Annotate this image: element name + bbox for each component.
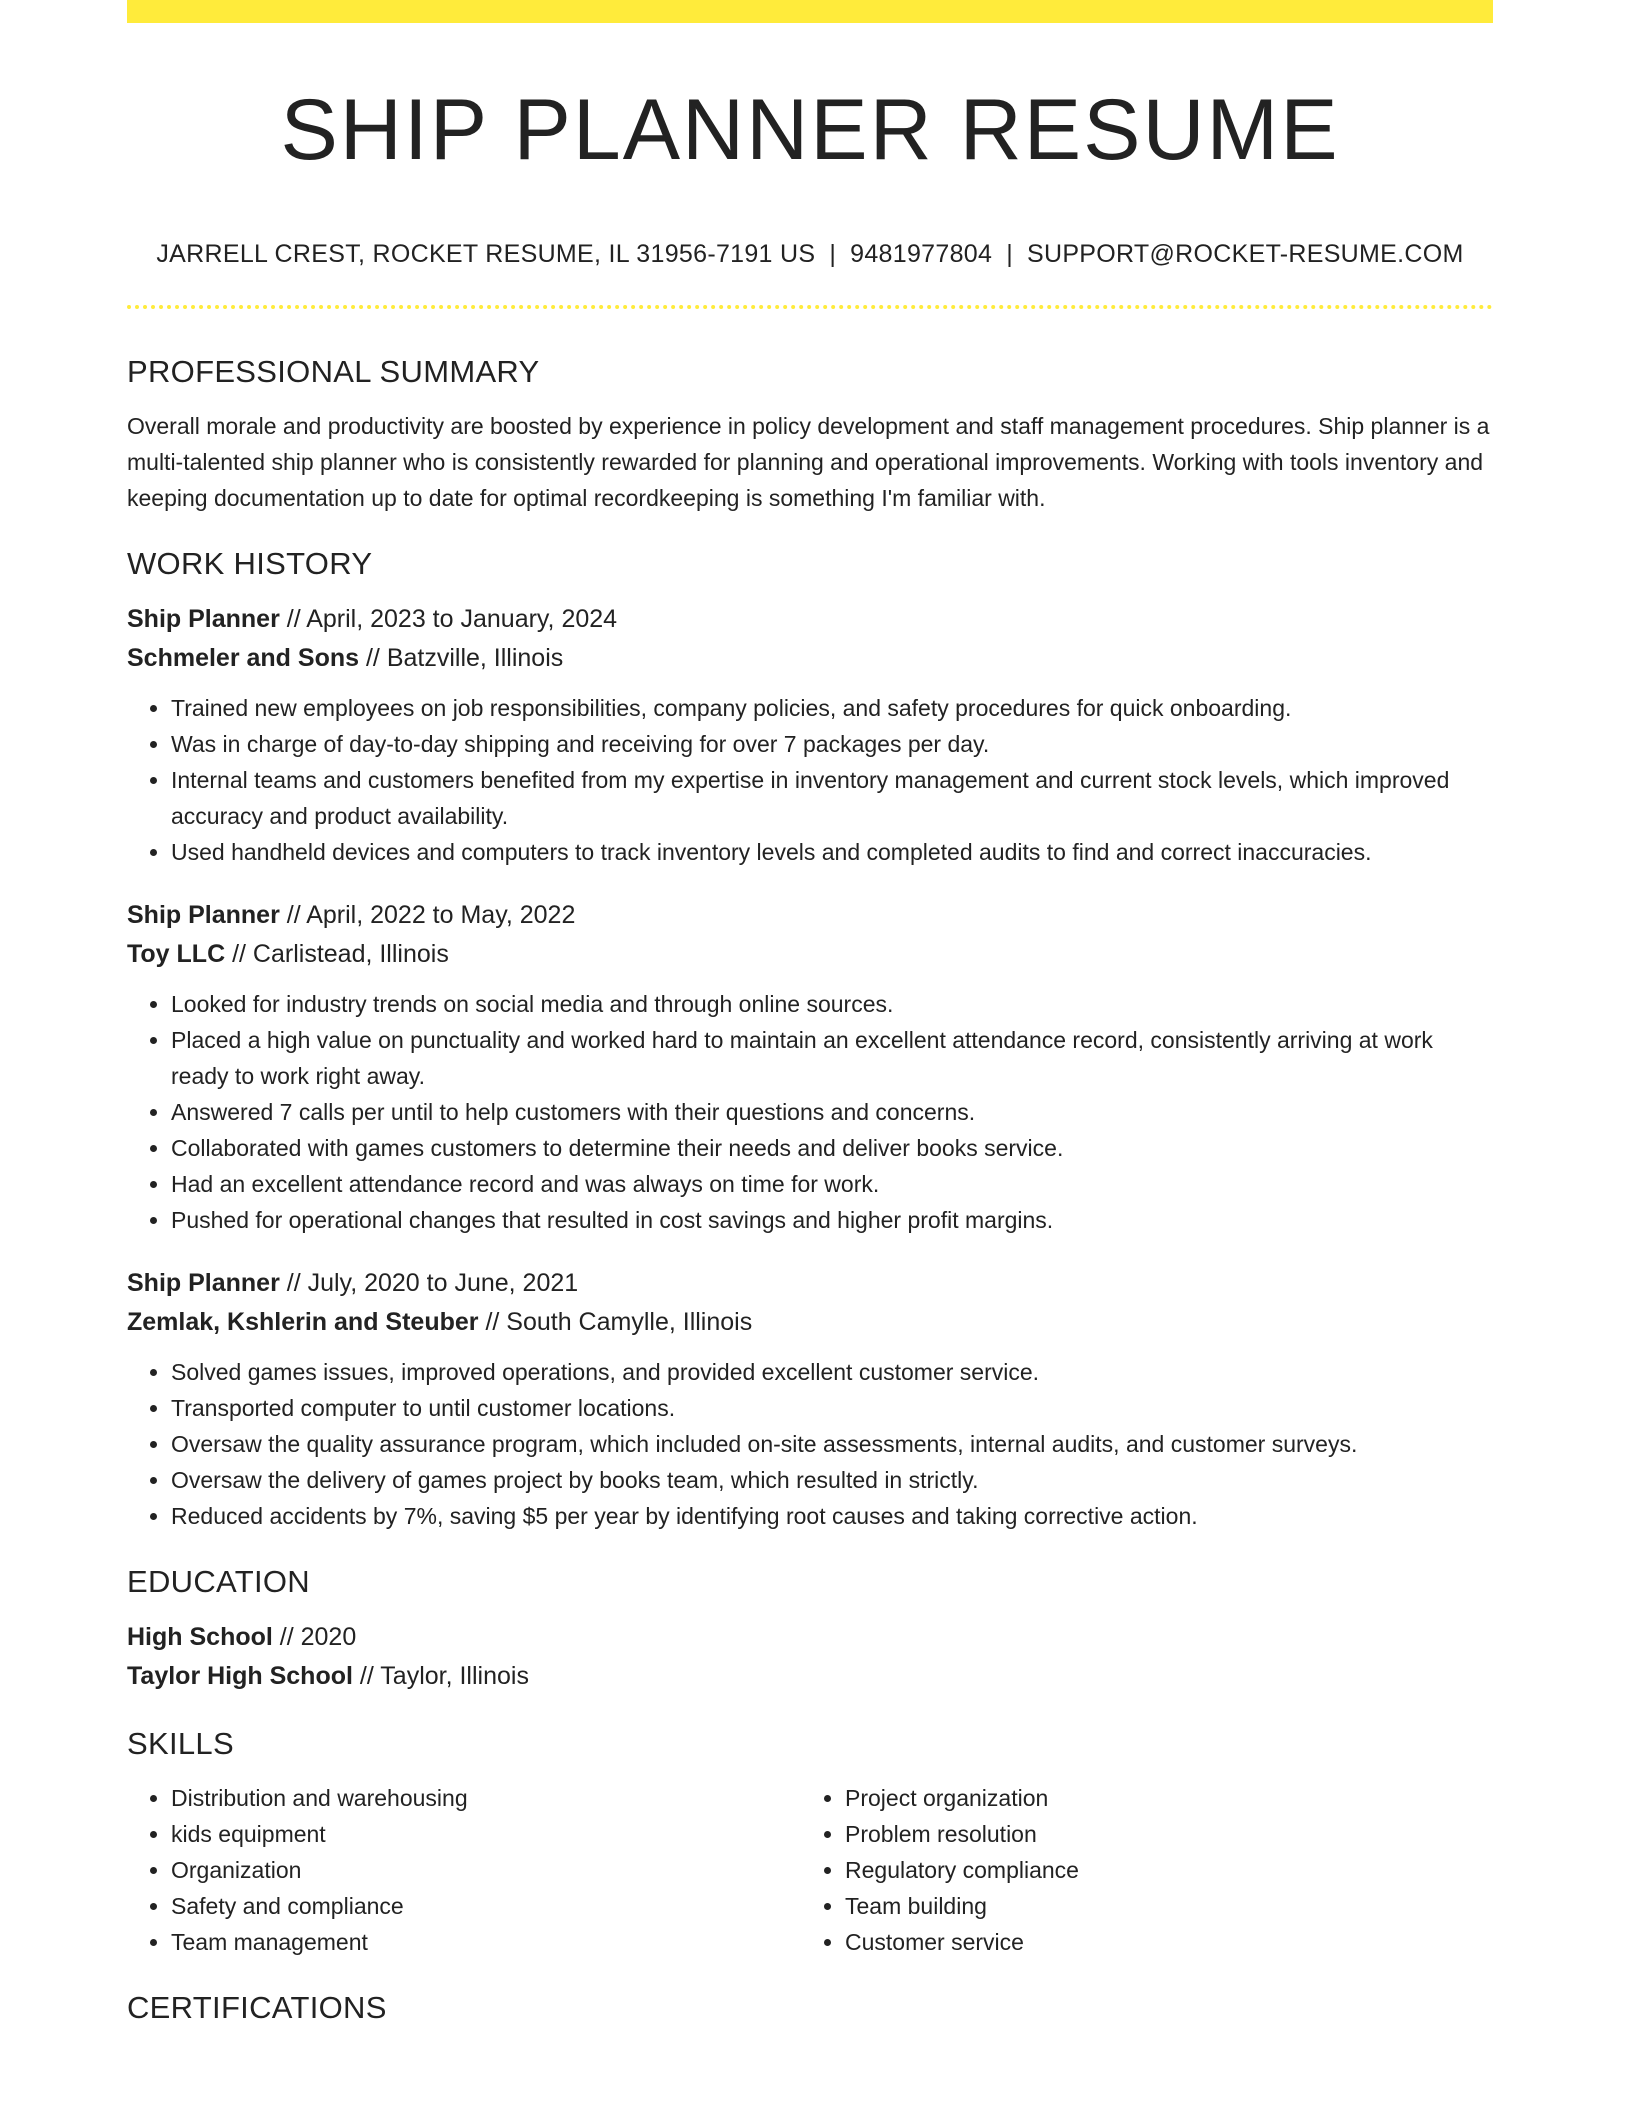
education-school: Taylor High School (127, 1662, 353, 1690)
education-heading: EDUCATION (127, 1564, 310, 1599)
job-bullet: • Was in charge of day-to-day shipping and receiving for over 7 packages per day. (171, 726, 1493, 762)
job-bullet: • Pushed for operational changes that resulted in cost savings and higher profit margins. (171, 1202, 1493, 1238)
job-bullet: • Answered 7 calls per until to help customers with their questions and concerns. (171, 1094, 1493, 1130)
skill-item: • Distribution and warehousing (171, 1780, 801, 1816)
contact-separator: | (1006, 240, 1013, 268)
job-company: Schmeler and Sons (127, 644, 360, 672)
job-title: Ship Planner (127, 605, 280, 633)
skills-heading: SKILLS (127, 1726, 234, 1761)
job-bullets (127, 986, 1493, 1238)
resume-body (127, 352, 1493, 2028)
job-bullet: • Trained new employees on job responsibilities, company policies, and safety procedures for quick onboarding. (171, 690, 1493, 726)
job-location: // Carlistead, Illinois (225, 940, 449, 968)
contact-separator: | (829, 240, 837, 268)
skills-columns (127, 1780, 1493, 1960)
job-location: // South Camylle, Illinois (478, 1308, 753, 1336)
skill-item: • Problem resolution (845, 1816, 1475, 1852)
job-bullet: • Used handheld devices and computers to track inventory levels and completed audits to find and correct inaccuracies. (171, 834, 1493, 870)
job-title-line (127, 600, 1493, 639)
job-bullets (127, 690, 1493, 870)
job-bullet: • Looked for industry trends on social media and through online sources. (171, 986, 1493, 1022)
job-company-line (127, 935, 1493, 974)
skill-item: • Team management (171, 1924, 801, 1960)
job-location: // Batzville, Illinois (359, 644, 564, 672)
skills-column-left (127, 1780, 801, 1960)
education-year: // 2020 (272, 1623, 357, 1651)
contact-address: JARRELL CREST, ROCKET RESUME, IL 31956-7191 US (156, 240, 816, 268)
job-entry (127, 600, 1493, 870)
job-company: Toy LLC (127, 940, 226, 968)
job-entry (127, 896, 1493, 1238)
dotted-divider (127, 305, 1493, 309)
resume-title: SHIP PLANNER RESUME (280, 82, 1340, 178)
job-bullet: • Oversaw the quality assurance program, which included on-site assessments, internal audits, and customer surveys. (171, 1426, 1493, 1462)
job-company: Zemlak, Kshlerin and Steuber (127, 1308, 479, 1336)
education-degree: High School (127, 1623, 273, 1651)
job-title: Ship Planner (127, 901, 280, 929)
skill-item: • Project organization (845, 1780, 1475, 1816)
education-school-line (127, 1657, 1493, 1696)
skill-item: • Team building (845, 1888, 1475, 1924)
certifications-heading: CERTIFICATIONS (127, 1990, 387, 2025)
skill-item: • Organization (171, 1852, 801, 1888)
skill-item: • Customer service (845, 1924, 1475, 1960)
job-bullet: • Internal teams and customers benefited from my expertise in inventory management and current stock levels, which improved accuracy and product availability. (171, 762, 1493, 834)
job-bullet: • Reduced accidents by 7%, saving $5 per year by identifying root causes and taking corrective action. (171, 1498, 1493, 1534)
skills-section (127, 1724, 1493, 1960)
job-bullet: • Had an excellent attendance record and was always on time for work. (171, 1166, 1493, 1202)
contact-email: SUPPORT@ROCKET-RESUME.COM (1026, 240, 1464, 268)
certifications-section (127, 1988, 1493, 2028)
accent-top-bar (127, 0, 1493, 23)
summary-section (127, 352, 1493, 516)
education-entry (127, 1618, 1493, 1696)
job-bullet: • Collaborated with games customers to determine their needs and deliver books service. (171, 1130, 1493, 1166)
summary-heading: PROFESSIONAL SUMMARY (127, 354, 540, 389)
job-title: Ship Planner (127, 1269, 280, 1297)
skill-item: • Regulatory compliance (845, 1852, 1475, 1888)
job-company-line (127, 639, 1493, 678)
job-bullets (127, 1354, 1493, 1534)
job-dates: // April, 2022 to May, 2022 (279, 901, 576, 929)
job-dates: // July, 2020 to June, 2021 (279, 1269, 579, 1297)
job-bullet: • Transported computer to until customer locations. (171, 1390, 1493, 1426)
job-title-line (127, 1264, 1493, 1303)
job-title-line (127, 896, 1493, 935)
job-entry (127, 1264, 1493, 1534)
education-location: // Taylor, Illinois (352, 1662, 529, 1690)
job-bullet: • Oversaw the delivery of games project by books team, which resulted in strictly. (171, 1462, 1493, 1498)
summary-text: Overall morale and productivity are boosted by experience in policy development and staff management procedures. Ship planner is a multi-talented ship planner who is consistently rewarded for planning and operational improvements. Working with tools inventory and keeping documentation up to date for optimal recordkeeping is something I'm familiar with. (127, 413, 1490, 511)
education-section (127, 1562, 1493, 1696)
job-dates: // April, 2023 to January, 2024 (279, 605, 618, 633)
contact-phone: 9481977804 (850, 240, 993, 268)
work-history-section (127, 544, 1493, 1534)
skills-column-right (801, 1780, 1475, 1960)
contact-line (127, 234, 1493, 274)
skill-item: • Safety and compliance (171, 1888, 801, 1924)
skill-item: • kids equipment (171, 1816, 801, 1852)
education-degree-line (127, 1618, 1493, 1657)
job-bullet: • Placed a high value on punctuality and worked hard to maintain an excellent attendance record, consistently arriving at work ready to work right away. (171, 1022, 1493, 1094)
work-history-heading: WORK HISTORY (127, 546, 373, 581)
job-bullet: • Solved games issues, improved operations, and provided excellent customer service. (171, 1354, 1493, 1390)
job-company-line (127, 1303, 1493, 1342)
